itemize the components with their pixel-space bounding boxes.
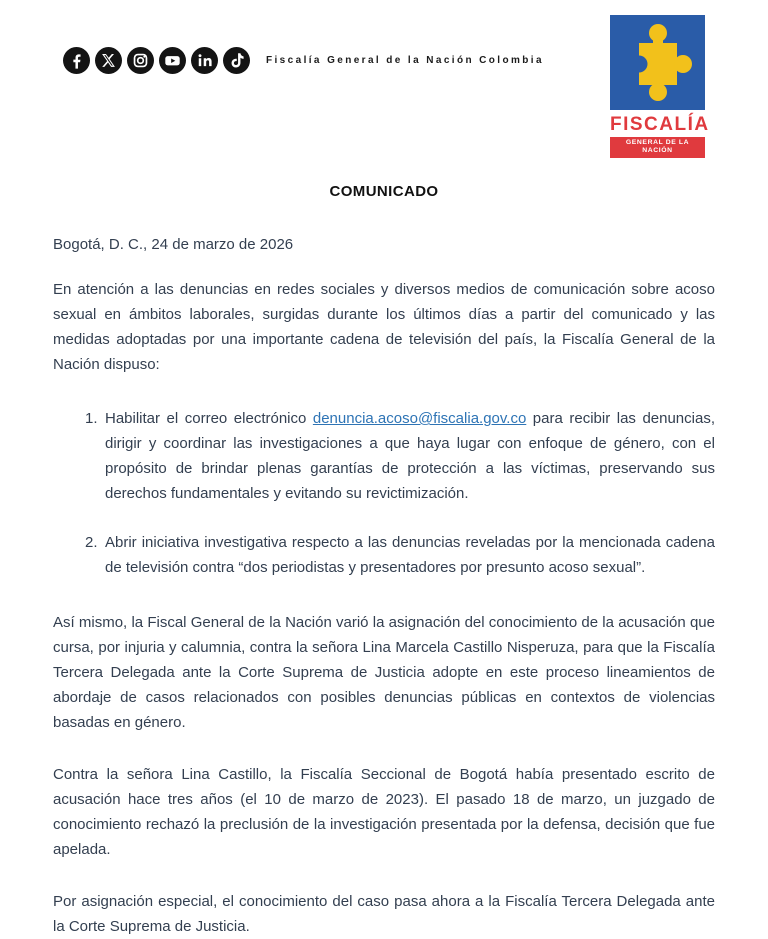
numbered-list bbox=[53, 406, 715, 580]
x-twitter-icon[interactable] bbox=[95, 47, 122, 74]
logo-banner: GENERAL DE LA NACIÓN bbox=[610, 137, 705, 158]
list-item-text: Abrir iniciativa investigativa respecto a las denuncias reveladas por la mencionada cadena de televisión contra “dos periodistas y presentadores por presunto acoso sexual”. bbox=[105, 534, 715, 576]
document-body bbox=[0, 183, 768, 939]
list-item bbox=[53, 406, 715, 506]
facebook-icon[interactable] bbox=[63, 47, 90, 74]
date-line: Bogotá, D. C., 24 de marzo de 2026 bbox=[53, 236, 294, 253]
denuncia-email-link[interactable]: denuncia.acoso@fiscalia.gov.co bbox=[312, 410, 527, 427]
body-paragraph: Así mismo, la Fiscal General de la Nación varió la asignación del conocimiento de la acusación que cursa, por injuria y calumnia, contra la señora Lina Marcela Castillo Nisperuza, para que la Fiscalía Tercera Delegada ante la Corte Suprema de Justicia adopte en este proceso lineamientos de abordaje de casos relacionados con posibles denuncias públicas en contextos de violencias basadas en género. bbox=[53, 614, 715, 731]
list-item-number: 1. bbox=[85, 410, 98, 427]
body-paragraph: Por asignación especial, el conocimiento del caso pasa ahora a la Fiscalía Tercera Delegada ante la Corte Suprema de Justicia. bbox=[53, 893, 715, 935]
social-brand-row bbox=[63, 47, 544, 74]
logo-title: FISCALÍA bbox=[610, 114, 710, 135]
linkedin-icon[interactable] bbox=[191, 47, 218, 74]
list-item bbox=[53, 530, 715, 580]
intro-paragraph: En atención a las denuncias en redes sociales y diversos medios de comunicación sobre acoso sexual en ámbitos laborales, surgidas durante los últimos días a partir del comunicado y las medidas adoptadas por una importante cadena de televisión del país, la Fiscalía General de la Nación dispuso: bbox=[53, 281, 715, 373]
social-icons-row bbox=[63, 47, 250, 74]
list-item-text-before-link: Habilitar el correo electrónico bbox=[105, 410, 313, 427]
fiscalia-logo bbox=[610, 15, 710, 158]
list-item-text-after-link: para recibir las denuncias, dirigir y coordinar las investigaciones a que haya lugar con enfoque de género, con el propósito de brindar plenas garantías de protección a las víctimas, preservando sus derechos fundamentales y evitando su revictimización. bbox=[105, 410, 715, 502]
instagram-icon[interactable] bbox=[127, 47, 154, 74]
fiscalia-puzzle-icon bbox=[610, 15, 705, 110]
list-item-number: 2. bbox=[85, 534, 98, 551]
body-paragraph: Contra la señora Lina Castillo, la Fiscalía Seccional de Bogotá había presentado escrito de acusación hace tres años (el 10 de marzo de 2023). El pasado 18 de marzo, un juzgado de conocimiento rechazó la preclusión de la investigación presentada por la defensa, decisión que fue apelada. bbox=[53, 766, 715, 858]
page-header bbox=[0, 0, 768, 155]
brand-text: Fiscalía General de la Nación Colombia bbox=[266, 55, 544, 66]
tiktok-icon[interactable] bbox=[223, 47, 250, 74]
youtube-icon[interactable] bbox=[159, 47, 186, 74]
list-item-text bbox=[105, 406, 715, 506]
document-title: COMUNICADO bbox=[329, 183, 439, 200]
